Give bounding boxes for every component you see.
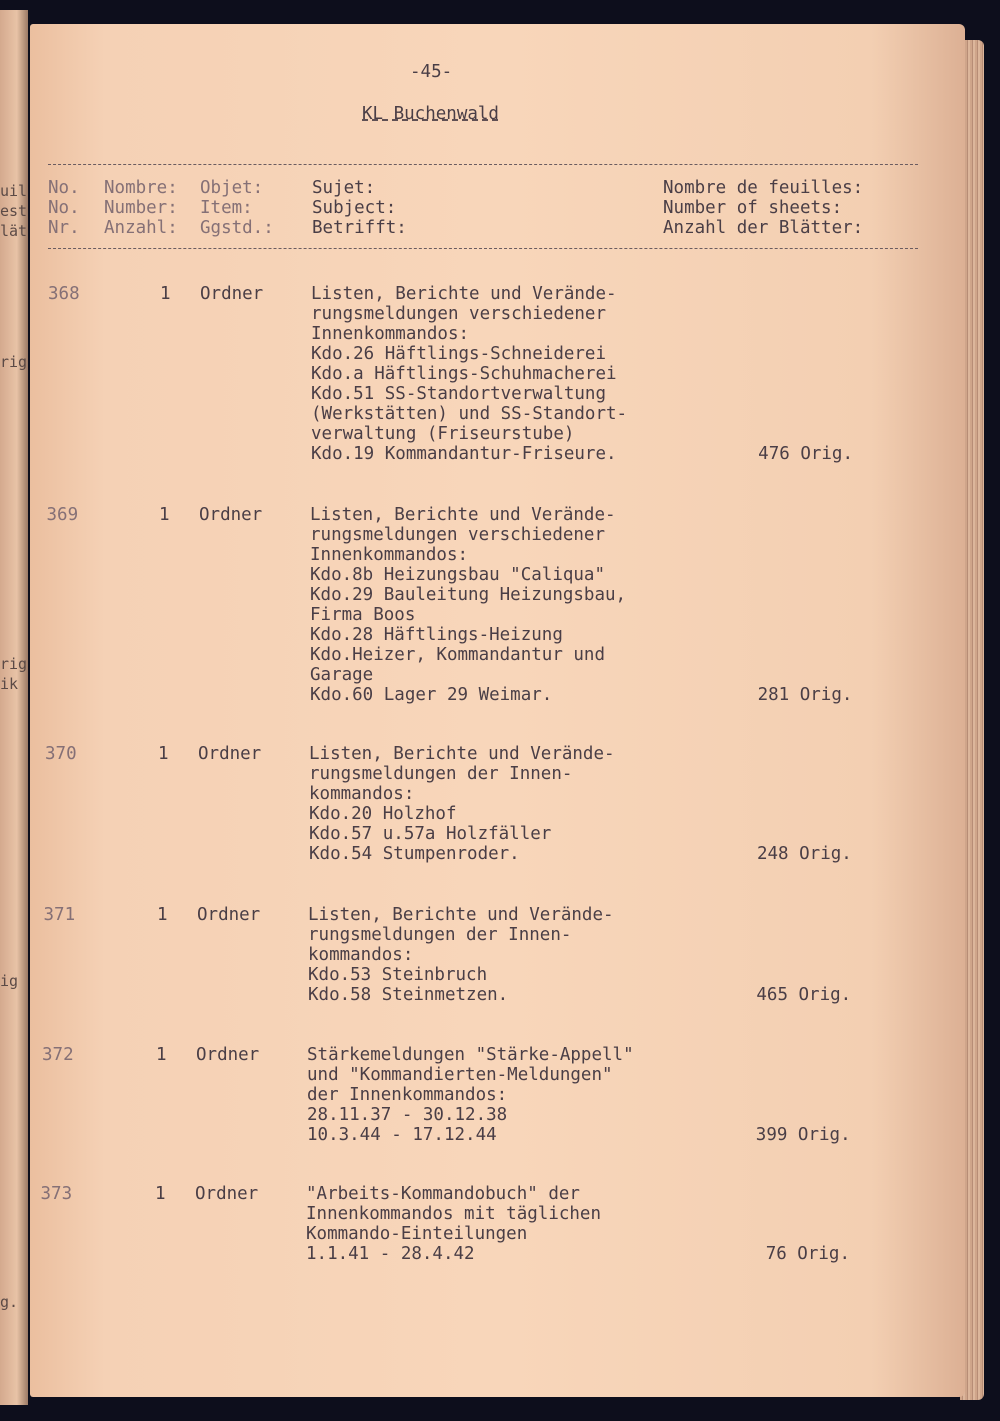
header-no-3: Nr. [48, 218, 80, 238]
entry-sheets: 399 Orig. [755, 1125, 851, 1145]
left-fragment: rig [0, 655, 28, 673]
entry-subject-line: Kdo.19 Kommandantur-Friseure. [311, 444, 617, 464]
left-fragment: ik [0, 675, 19, 693]
entry-sheets: 476 Orig. [758, 444, 853, 464]
header-subject-1: Sujet: [312, 178, 376, 198]
header-sheets-1: Nombre de feuilles: [663, 178, 864, 198]
page-number: -45- [410, 62, 453, 82]
entry-subject-line: rungsmeldungen der Innen- [308, 925, 572, 945]
header-subject-3: Betrifft: [312, 218, 407, 238]
left-fragment: ig [0, 972, 19, 990]
entry-item: Ordner [197, 905, 261, 925]
header-sheets-2: Number of sheets: [663, 198, 843, 218]
header-subject-2: Subject: [312, 198, 397, 218]
entry-subject-line: Kdo.58 Steinmetzen. [308, 985, 509, 1005]
entry-subject-line: 28.11.37 - 30.12.38 [307, 1105, 508, 1125]
entry-subject-line: Firma Boos [310, 605, 416, 625]
entry-number: 368 [48, 284, 80, 304]
entry-number: 372 [42, 1045, 74, 1065]
entry-subject-line: Kdo.Heizer, Kommandantur und [310, 645, 606, 665]
entry-sheets: 281 Orig. [757, 685, 853, 705]
entry-number: 370 [45, 744, 77, 764]
header-bottom-rule [48, 248, 918, 249]
entry-subject-line: Kdo.53 Steinbruch [308, 965, 488, 985]
entry-subject-line: kommandos: [309, 784, 415, 804]
header-item-1: Objet: [200, 178, 264, 198]
entry-subject-line: Kdo.a Häftlings-Schuhmacherei [311, 364, 617, 384]
entry-subject-line: Kdo.60 Lager 29 Weimar. [310, 685, 553, 705]
entry-subject-line: Innenkommandos: [311, 324, 470, 344]
entry-subject-line: Kdo.8b Heizungsbau "Caliqua" [310, 565, 606, 585]
entry-subject-line: 10.3.44 - 17.12.44 [307, 1125, 497, 1145]
entry-subject-line: "Arbeits-Kommandobuch" der [306, 1184, 580, 1204]
entry-subject-line: Listen, Berichte und Verände- [311, 284, 617, 304]
entry-count: 1 [156, 1045, 167, 1065]
entry-subject-line: 1.1.41 - 28.4.42 [306, 1244, 475, 1264]
entry-subject-line: Kdo.51 SS-Standortverwaltung [311, 384, 607, 404]
entry-count: 1 [158, 744, 169, 764]
entry-subject-line: rungsmeldungen verschiedener [311, 304, 607, 324]
entry-sheets: 76 Orig. [765, 1244, 850, 1264]
left-page-edge [0, 10, 28, 1405]
header-count-2: Number: [104, 198, 178, 218]
entry-subject-line: Kdo.26 Häftlings-Schneiderei [311, 344, 607, 364]
entry-sheets: 465 Orig. [756, 985, 852, 1005]
entry-subject-line: Listen, Berichte und Verände- [310, 505, 616, 525]
entry-subject-line: verwaltung (Friseurstube) [311, 424, 575, 444]
entry-subject-line: (Werkstätten) und SS-Standort- [311, 404, 628, 424]
document-page [30, 24, 965, 1397]
entry-subject-line: Kdo.29 Bauleitung Heizungsbau, [310, 585, 627, 605]
entry-subject-line: Stärkemeldungen "Stärke-Appell" [307, 1045, 634, 1065]
left-fragment: rig [0, 353, 28, 371]
entry-count: 1 [157, 905, 168, 925]
entry-subject-line: kommandos: [308, 945, 414, 965]
entry-subject-line: Kdo.28 Häftlings-Heizung [310, 625, 563, 645]
header-no-2: No. [48, 198, 80, 218]
entry-subject-line: Kdo.20 Holzhof [309, 804, 457, 824]
entry-subject-line: Listen, Berichte und Verände- [309, 744, 615, 764]
entry-subject-line: und "Kommandierten-Meldungen" [307, 1065, 613, 1085]
entry-sheets: 248 Orig. [756, 844, 852, 864]
header-no-1: No. [48, 178, 80, 198]
entry-number: 373 [40, 1184, 73, 1204]
entry-subject-line: Innenkommandos mit täglichen [306, 1204, 602, 1224]
entry-item: Ordner [195, 1184, 259, 1204]
left-fragment: uil [0, 182, 28, 200]
entry-item: Ordner [196, 1045, 260, 1065]
entry-count: 1 [159, 505, 170, 525]
entry-subject-line: Kdo.54 Stumpenroder. [309, 844, 520, 864]
entry-subject-line: Garage [310, 665, 374, 685]
header-count-3: Anzahl: [104, 218, 178, 238]
entry-number: 371 [43, 905, 76, 925]
entry-count: 1 [160, 284, 171, 304]
entry-item: Ordner [198, 744, 262, 764]
entry-subject-line: Kommando-Einteilungen [306, 1224, 528, 1244]
entry-subject-line: Innenkommandos: [310, 545, 469, 565]
left-fragment: lät [0, 222, 28, 240]
entry-subject-line: Listen, Berichte und Verände- [308, 905, 614, 925]
left-fragment: est [0, 202, 28, 220]
left-fragment: g. [0, 1293, 19, 1311]
entry-subject-line: rungsmeldungen der Innen- [309, 764, 573, 784]
header-item-2: Item: [200, 198, 253, 218]
entry-count: 1 [155, 1184, 166, 1204]
entry-item: Ordner [200, 284, 264, 304]
header-item-3: Ggstd.: [200, 218, 274, 238]
header-sheets-3: Anzahl der Blätter: [663, 218, 864, 238]
entry-item: Ordner [199, 505, 263, 525]
entry-subject-line: Kdo.57 u.57a Holzfäller [309, 824, 552, 844]
entry-subject-line: der Innenkommandos: [307, 1085, 508, 1105]
page-title: KL Buchenwald [362, 104, 499, 124]
header-top-rule [48, 164, 918, 165]
header-count-1: Nombre: [104, 178, 178, 198]
entry-subject-line: rungsmeldungen verschiedener [310, 525, 606, 545]
entry-number: 369 [46, 505, 79, 525]
